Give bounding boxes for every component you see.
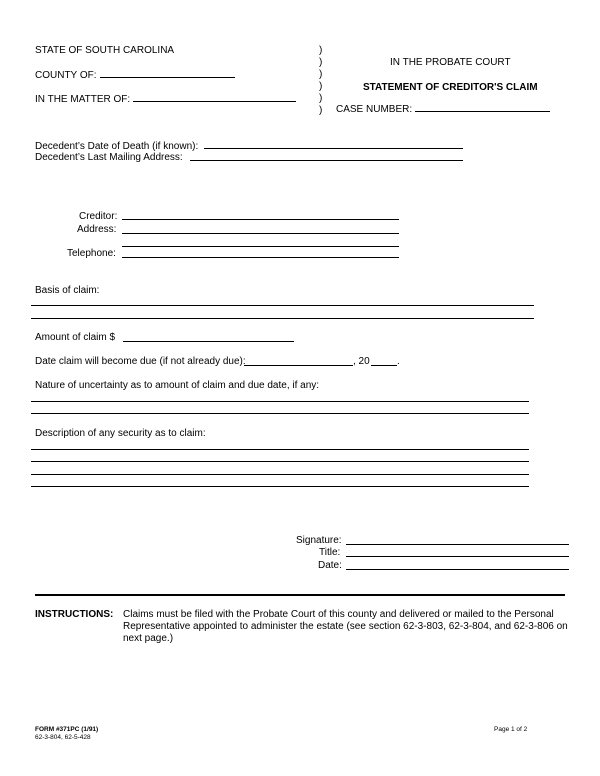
- signature-label: Signature:: [296, 535, 342, 546]
- basis-field-1[interactable]: [31, 305, 534, 306]
- state-heading: STATE OF SOUTH CAROLINA: [35, 45, 175, 56]
- paren: ): [319, 57, 323, 68]
- death-date-field[interactable]: [204, 148, 463, 149]
- due-date-field[interactable]: [244, 365, 353, 366]
- last-address-field[interactable]: [190, 160, 463, 161]
- title-label: Title:: [319, 547, 341, 558]
- paren: ): [319, 69, 323, 80]
- creditor-address-field-1[interactable]: [122, 233, 399, 234]
- matter-label: IN THE MATTER OF:: [35, 94, 131, 105]
- basis-field-2[interactable]: [31, 318, 534, 319]
- form-title: STATEMENT OF CREDITOR'S CLAIM: [363, 82, 538, 93]
- page-number: Page 1 of 2: [494, 726, 528, 733]
- paren: ): [319, 93, 323, 104]
- due-year-prefix: , 20: [353, 356, 370, 367]
- death-date-label: Decedent’s Date of Death (if known):: [35, 141, 199, 152]
- address-label: Decedent’s Last Mailing Address:: [35, 152, 183, 163]
- matter-field[interactable]: [133, 101, 296, 102]
- security-field-2[interactable]: [31, 461, 529, 462]
- security-field-1[interactable]: [31, 449, 529, 450]
- basis-label: Basis of claim:: [35, 285, 100, 296]
- county-label: COUNTY OF:: [35, 70, 97, 81]
- telephone-label: Telephone:: [67, 248, 116, 259]
- section-divider: [35, 594, 565, 596]
- date-field[interactable]: [346, 569, 569, 570]
- due-date-label: Date claim will become due (if not already due):: [35, 356, 246, 367]
- county-field[interactable]: [100, 77, 235, 78]
- court-heading: IN THE PROBATE COURT: [390, 57, 511, 68]
- uncertainty-field-2[interactable]: [31, 413, 529, 414]
- instructions-text: Claims must be filed with the Probate Court of this county and delivered or mailed to the Personal Representative appointed to administer the estate (see section 62-3-803, 62-3-804, and 62-3-806 on next page.): [123, 609, 568, 644]
- creditor-address-label: Address:: [77, 224, 117, 235]
- statute-references: 62-3-804, 62-5-428: [35, 734, 91, 741]
- caption-divider: [319, 45, 327, 117]
- creditor-field[interactable]: [122, 219, 399, 220]
- uncertainty-field-1[interactable]: [31, 401, 529, 402]
- security-field-3[interactable]: [31, 474, 529, 475]
- due-year-field[interactable]: [371, 365, 397, 366]
- paren: ): [319, 45, 323, 56]
- security-field-4[interactable]: [31, 486, 529, 487]
- amount-label: Amount of claim $: [35, 332, 116, 343]
- title-field[interactable]: [346, 556, 569, 557]
- case-number-label: CASE NUMBER:: [336, 104, 413, 115]
- paren: ): [319, 105, 323, 116]
- date-label: Date:: [318, 560, 342, 571]
- security-label: Description of any security as to claim:: [35, 428, 206, 439]
- creditor-address-field-2[interactable]: [122, 246, 399, 247]
- uncertainty-label: Nature of uncertainty as to amount of claim and due date, if any:: [35, 380, 320, 391]
- amount-field[interactable]: [123, 341, 294, 342]
- paren: ): [319, 81, 323, 92]
- due-year-suffix: .: [397, 356, 400, 367]
- creditor-label: Creditor:: [79, 211, 118, 222]
- telephone-field[interactable]: [122, 257, 399, 258]
- signature-field[interactable]: [346, 544, 569, 545]
- case-number-field[interactable]: [415, 111, 550, 112]
- instructions-heading: INSTRUCTIONS:: [35, 609, 114, 620]
- form-number: FORM #371PC (1/91): [35, 726, 99, 733]
